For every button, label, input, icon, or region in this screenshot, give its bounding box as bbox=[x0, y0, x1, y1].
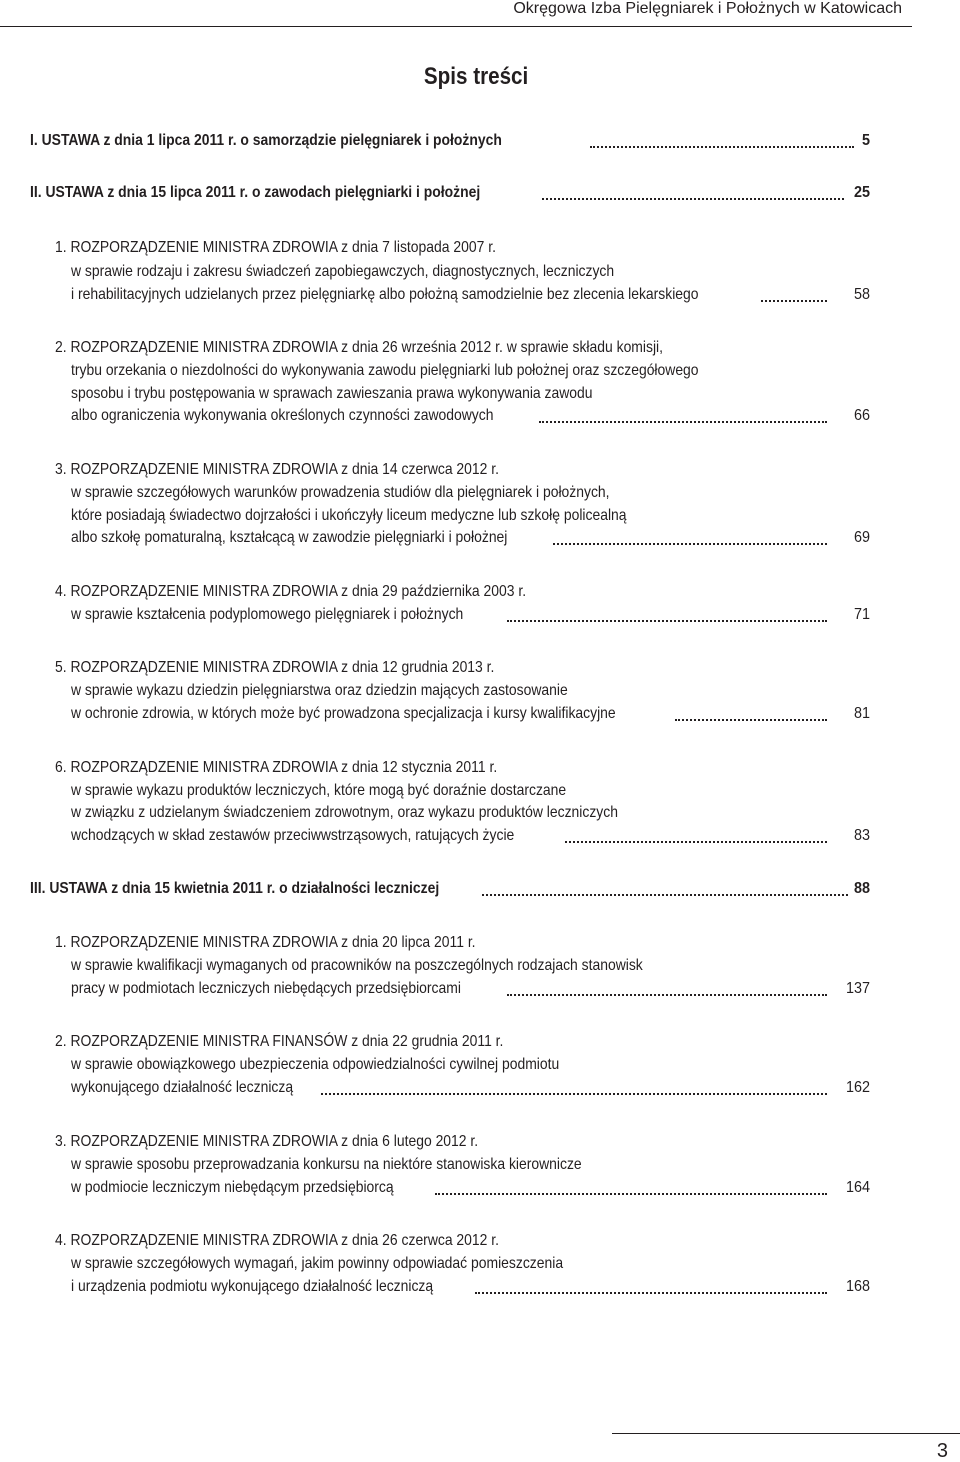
toc-entry-line: które posiadają świadectwo dojrzałości i ukończyły liceum medyczne lub szkołę policealną bbox=[71, 507, 627, 524]
toc-entry-line: 2. ROZPORZĄDZENIE MINISTRA FINANSÓW z dnia 22 grudnia 2011 r. bbox=[55, 1033, 504, 1050]
toc-entry-line: albo szkołę pomaturalną, kształcącą w zawodzie pielęgniarki i położnej bbox=[71, 529, 508, 546]
toc-entry-last-line bbox=[71, 979, 827, 999]
running-header bbox=[0, 0, 912, 27]
toc-entry-last-line bbox=[71, 1078, 827, 1098]
toc-entry-line: 1. ROZPORZĄDZENIE MINISTRA ZDROWIA z dnia 7 listopada 2007 r. bbox=[55, 239, 496, 256]
toc-section-label: III. USTAWA z dnia 15 kwietnia 2011 r. o działalności leczniczej bbox=[30, 880, 440, 897]
toc-entry-line: i urządzenia podmiotu wykonującego działalność leczniczą bbox=[71, 1278, 434, 1295]
toc-page-number: 164 bbox=[845, 1179, 870, 1196]
leader-dots bbox=[507, 994, 827, 996]
toc-entry-last-line bbox=[71, 704, 827, 724]
toc-entry-line: w związku z udzielanym świadczeniem zdrowotnym, oraz wykazu produktów leczniczych bbox=[71, 804, 618, 821]
page-number: 3 bbox=[936, 1440, 948, 1462]
leader-dots bbox=[475, 1292, 827, 1294]
toc-page-number: 25 bbox=[853, 184, 870, 201]
header-title: Okręgowa Izba Pielęgniarek i Położnych w Katowicach bbox=[513, 0, 902, 17]
toc-section-label: II. USTAWA z dnia 15 lipca 2011 r. o zawodach pielęgniarki i położnej bbox=[30, 184, 481, 201]
leader-dots bbox=[675, 719, 827, 721]
toc-page-number: 69 bbox=[853, 529, 870, 546]
toc-entry-line: sposobu i trybu postępowania w sprawach zawieszania prawa wykonywania zawodu bbox=[71, 385, 593, 402]
toc-entry-line: 4. ROZPORZĄDZENIE MINISTRA ZDROWIA z dnia 26 czerwca 2012 r. bbox=[55, 1232, 500, 1249]
toc-page-number: 81 bbox=[853, 705, 870, 722]
toc-entry-line: wykonującego działalność leczniczą bbox=[71, 1079, 294, 1096]
toc-entry-line: 1. ROZPORZĄDZENIE MINISTRA ZDROWIA z dnia 20 lipca 2011 r. bbox=[55, 934, 476, 951]
toc-entry-line: 6. ROZPORZĄDZENIE MINISTRA ZDROWIA z dnia 12 stycznia 2011 r. bbox=[55, 759, 498, 776]
toc-page-number: 71 bbox=[853, 606, 870, 623]
toc-entry-last-line bbox=[71, 406, 827, 426]
toc-section-label: I. USTAWA z dnia 1 lipca 2011 r. o samorządzie pielęgniarek i położnych bbox=[30, 132, 502, 149]
toc-entry-line: w sprawie rodzaju i zakresu świadczeń zapobiegawczych, diagnostycznych, leczniczych bbox=[71, 263, 615, 280]
toc-page-number: 5 bbox=[861, 132, 870, 149]
toc-entry-line: w sprawie kwalifikacji wymaganych od pracowników na poszczególnych rodzajach stanowisk bbox=[71, 957, 643, 974]
toc-page-number: 83 bbox=[853, 827, 870, 844]
toc-section-1 bbox=[30, 131, 868, 151]
page-title: Spis treści bbox=[423, 63, 529, 90]
toc-page-number: 168 bbox=[845, 1278, 870, 1295]
toc-page-number: 162 bbox=[845, 1079, 870, 1096]
toc-entry-line: i rehabilitacyjnych udzielanych przez pielęgniarkę albo położną samodzielnie bez zlecenia lekarskiego bbox=[71, 286, 699, 303]
toc-section-2 bbox=[30, 183, 868, 203]
toc-entry-line: w sprawie obowiązkowego ubezpieczenia odpowiedzialności cywilnej podmiotu bbox=[71, 1056, 560, 1073]
leader-dots bbox=[482, 894, 848, 896]
toc-entry-line: 3. ROZPORZĄDZENIE MINISTRA ZDROWIA z dnia 6 lutego 2012 r. bbox=[55, 1133, 479, 1150]
toc-page-number: 137 bbox=[845, 980, 870, 997]
toc-entry-line: w podmiocie leczniczym niebędącym przedsiębiorcą bbox=[71, 1179, 394, 1196]
toc-entry-line: 3. ROZPORZĄDZENIE MINISTRA ZDROWIA z dnia 14 czerwca 2012 r. bbox=[55, 461, 500, 478]
toc-entry-line: pracy w podmiotach leczniczych niebędących przedsiębiorcami bbox=[71, 980, 461, 997]
toc-entry-last-line bbox=[71, 605, 827, 625]
toc-entry-line: w sprawie sposobu przeprowadzania konkursu na niektóre stanowiska kierownicze bbox=[71, 1156, 582, 1173]
toc-page-number: 88 bbox=[853, 880, 870, 897]
toc-entry-last-line bbox=[71, 1178, 827, 1198]
toc-entry-last-line bbox=[71, 1277, 827, 1297]
toc-entry-line: albo ograniczenia wykonywania określonych czynności zawodowych bbox=[71, 407, 494, 424]
toc-entry-line: w ochronie zdrowia, w których może być prowadzona specjalizacja i kursy kwalifikacyjne bbox=[71, 705, 616, 722]
toc-page-number: 58 bbox=[853, 286, 870, 303]
toc-entry-line: w sprawie szczegółowych wymagań, jakim powinny odpowiadać pomieszczenia bbox=[71, 1255, 564, 1272]
leader-dots bbox=[507, 620, 827, 622]
leader-dots bbox=[539, 421, 827, 423]
leader-dots bbox=[565, 841, 827, 843]
toc-entry-line: 5. ROZPORZĄDZENIE MINISTRA ZDROWIA z dnia 12 grudnia 2013 r. bbox=[55, 659, 495, 676]
toc-entry-last-line bbox=[71, 528, 827, 548]
leader-dots bbox=[590, 146, 854, 148]
toc-entry-line: trybu orzekania o niezdolności do wykonywania zawodu pielęgniarki lub położnej oraz szczegółowego bbox=[71, 362, 699, 379]
leader-dots bbox=[435, 1193, 827, 1195]
leader-dots bbox=[542, 198, 844, 200]
toc-entry-line: w sprawie kształcenia podyplomowego pielęgniarek i położnych bbox=[71, 606, 464, 623]
toc-entry-last-line bbox=[71, 826, 827, 846]
toc-entry-line: 4. ROZPORZĄDZENIE MINISTRA ZDROWIA z dnia 29 października 2003 r. bbox=[55, 583, 527, 600]
toc-entry-line: w sprawie wykazu produktów leczniczych, które mogą być doraźnie dostarczane bbox=[71, 782, 567, 799]
leader-dots bbox=[553, 543, 827, 545]
toc-entry-line: w sprawie wykazu dziedzin pielęgniarstwa oraz dziedzin mających zastosowanie bbox=[71, 682, 568, 699]
toc-page-number: 66 bbox=[853, 407, 870, 424]
toc-section-3 bbox=[30, 879, 848, 899]
footer-rule bbox=[612, 1433, 960, 1434]
leader-dots bbox=[321, 1093, 827, 1095]
toc-entry-line: wchodzących w skład zestawów przeciwwstrząsowych, ratujących życie bbox=[71, 827, 515, 844]
toc-entry-line: 2. ROZPORZĄDZENIE MINISTRA ZDROWIA z dnia 26 września 2012 r. w sprawie składu komisji, bbox=[55, 339, 664, 356]
toc-entry-last-line bbox=[71, 285, 827, 305]
toc-entry-line: w sprawie szczegółowych warunków prowadzenia studiów dla pielęgniarek i położnych, bbox=[71, 484, 610, 501]
